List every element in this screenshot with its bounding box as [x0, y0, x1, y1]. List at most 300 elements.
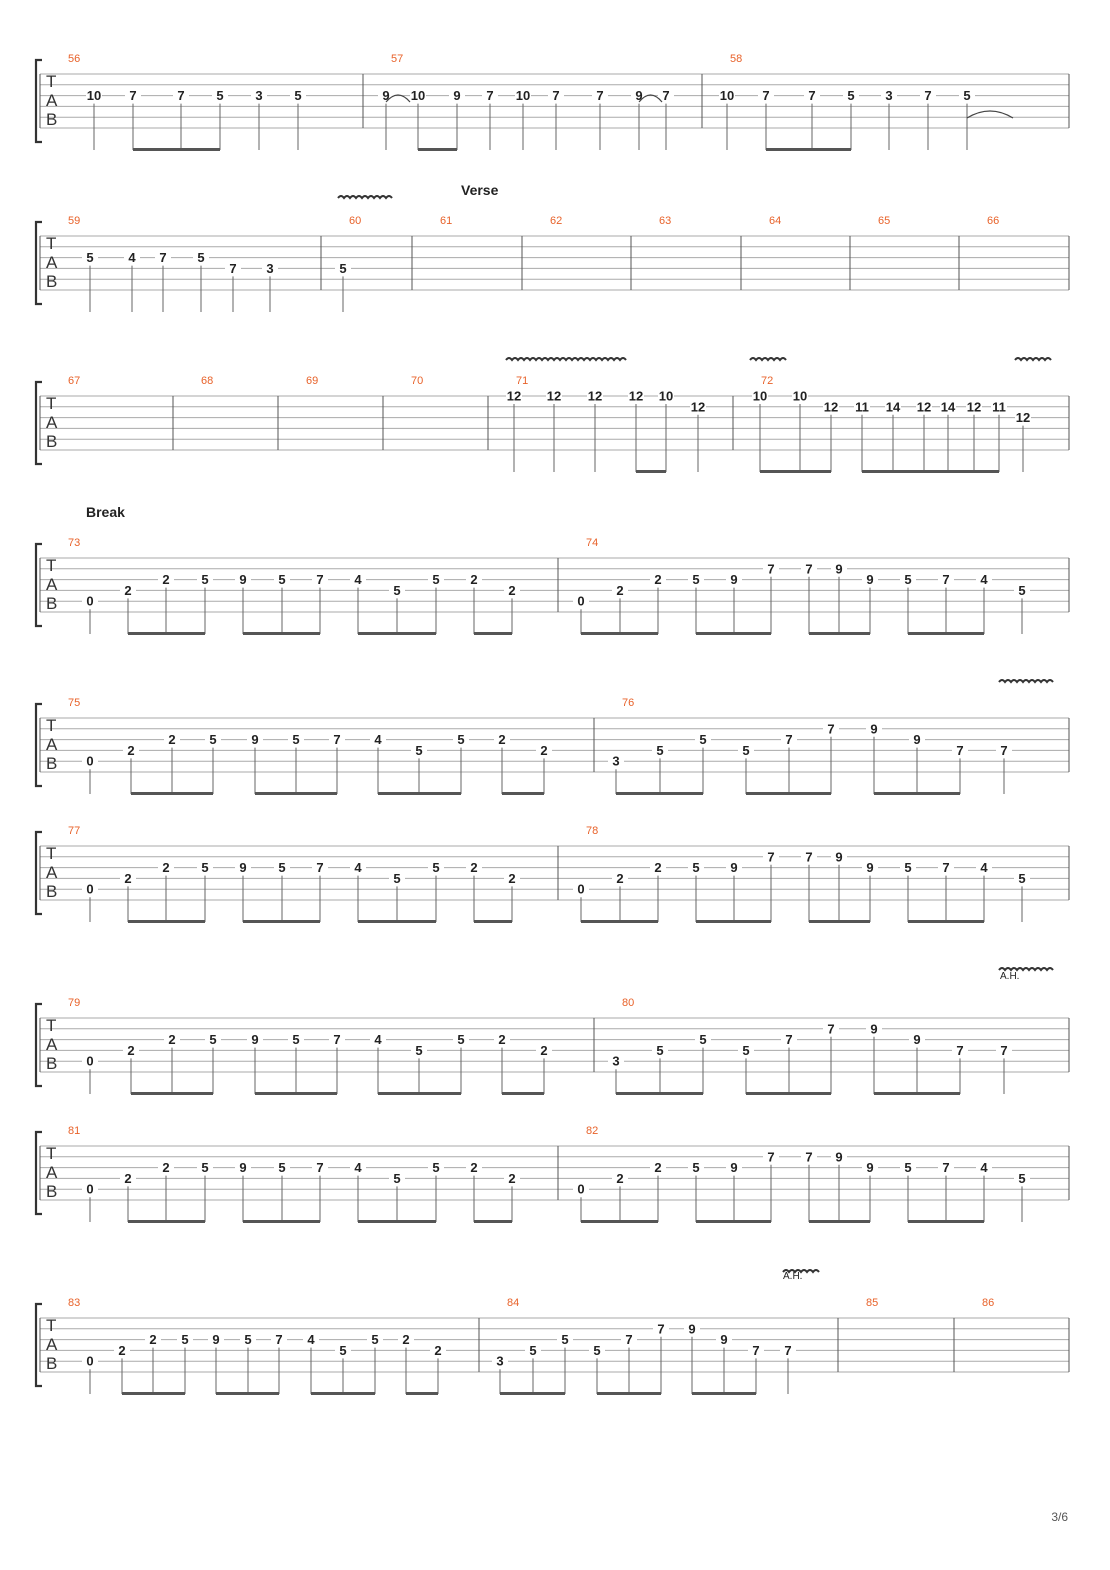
fret-number: 7 — [956, 742, 964, 758]
fret-number: 7 — [1000, 1042, 1008, 1058]
fret-number: 0 — [86, 1353, 94, 1369]
note-beam — [692, 1392, 756, 1395]
fret-number: 9 — [730, 1160, 738, 1176]
measure-number: 71 — [516, 375, 529, 387]
fret-number: 7 — [924, 88, 932, 104]
system-bracket — [36, 832, 42, 914]
fret-number: 5 — [292, 732, 300, 748]
fret-number: 0 — [577, 881, 585, 897]
fret-number: 11 — [992, 399, 1006, 415]
vibrato-mark — [999, 968, 1053, 970]
system-bracket — [36, 544, 42, 626]
note-beam — [378, 792, 461, 795]
fret-number: 4 — [307, 1332, 315, 1348]
note-beam — [358, 632, 436, 635]
fret-number: 2 — [127, 742, 135, 758]
fret-number: 2 — [149, 1332, 157, 1348]
tab-clef-letter: A — [46, 1163, 58, 1182]
fret-number: 5 — [742, 1042, 750, 1058]
note-beam — [243, 920, 320, 923]
fret-number: 9 — [835, 561, 843, 577]
fret-number: 7 — [275, 1332, 283, 1348]
fret-number: 7 — [784, 1342, 792, 1358]
fret-number: 4 — [128, 250, 136, 266]
fret-number: 5 — [904, 572, 912, 588]
fret-number: 5 — [1018, 870, 1026, 886]
measure-number: 58 — [730, 53, 743, 65]
fret-number: 9 — [239, 572, 247, 588]
fret-number: 5 — [432, 572, 440, 588]
fret-number: 5 — [699, 732, 707, 748]
fret-number: 2 — [498, 732, 506, 748]
note-beam — [581, 1220, 658, 1223]
measure-number: 66 — [987, 215, 1000, 227]
note-beam — [616, 792, 703, 795]
fret-number: 7 — [316, 860, 324, 876]
fret-number: 4 — [980, 572, 988, 588]
note-beam — [128, 632, 205, 635]
fret-number: 5 — [904, 1160, 912, 1176]
tab-clef-letter: T — [46, 1144, 57, 1163]
artificial-harmonic-label: A.H. — [1000, 971, 1020, 982]
note-beam — [474, 632, 512, 635]
note-beam — [358, 920, 436, 923]
note-beam — [636, 470, 666, 473]
fret-number: 7 — [316, 572, 324, 588]
fret-number: 5 — [692, 860, 700, 876]
fret-number: 2 — [162, 860, 170, 876]
fret-number: 5 — [294, 88, 302, 104]
fret-number: 5 — [847, 88, 855, 104]
measure-number: 84 — [507, 1297, 520, 1309]
fret-number: 5 — [415, 742, 423, 758]
fret-number: 2 — [124, 870, 132, 886]
tab-clef-letter: T — [46, 1316, 57, 1335]
fret-number: 5 — [339, 1342, 347, 1358]
measure-number: 78 — [586, 825, 599, 837]
note-beam — [502, 792, 544, 795]
fret-number: 9 — [913, 1032, 921, 1048]
fret-number: 5 — [593, 1342, 601, 1358]
note-beam — [581, 920, 658, 923]
fret-number: 3 — [885, 88, 893, 104]
fret-number: 2 — [162, 1160, 170, 1176]
fret-number: 9 — [835, 1149, 843, 1165]
fret-number: 9 — [730, 572, 738, 588]
fret-number: 5 — [529, 1342, 537, 1358]
fret-number: 2 — [470, 572, 478, 588]
fret-number: 5 — [201, 1160, 209, 1176]
fret-number: 9 — [730, 860, 738, 876]
tab-clef-letter: B — [46, 1354, 58, 1373]
note-beam — [131, 1092, 213, 1095]
measure-number: 64 — [769, 215, 782, 227]
note-beam — [696, 1220, 771, 1223]
fret-number: 5 — [432, 860, 440, 876]
tab-clef-letter: B — [46, 754, 58, 773]
fret-number: 9 — [453, 88, 461, 104]
fret-number: 2 — [470, 860, 478, 876]
fret-number: 2 — [127, 1042, 135, 1058]
measure-number: 83 — [68, 1297, 81, 1309]
fret-number: 2 — [540, 1042, 548, 1058]
tab-clef-letter: A — [46, 863, 58, 882]
tab-clef-letter: B — [46, 1182, 58, 1201]
tab-clef-letter: A — [46, 91, 58, 110]
fret-number: 7 — [662, 88, 670, 104]
measure-number: 75 — [68, 697, 81, 709]
section-label-verse: Verse — [461, 182, 499, 198]
tab-clef-letter: B — [46, 272, 58, 291]
fret-number: 5 — [216, 88, 224, 104]
fret-number: 9 — [870, 1021, 878, 1037]
tab-clef-letter: A — [46, 253, 58, 272]
fret-number: 5 — [1018, 1170, 1026, 1186]
note-beam — [746, 792, 831, 795]
fret-number: 2 — [118, 1342, 126, 1358]
tab-clef-letter: A — [46, 735, 58, 754]
fret-number: 5 — [432, 1160, 440, 1176]
fret-number: 14 — [940, 399, 956, 415]
fret-number: 5 — [371, 1332, 379, 1348]
fret-number: 4 — [354, 860, 362, 876]
fret-number: 7 — [956, 1042, 964, 1058]
fret-number: 2 — [508, 1170, 516, 1186]
tab-clef-letter: B — [46, 432, 58, 451]
fret-number: 5 — [209, 732, 217, 748]
fret-number: 10 — [658, 388, 674, 404]
fret-number: 5 — [656, 742, 664, 758]
measure-number: 61 — [440, 215, 453, 227]
fret-number: 5 — [742, 742, 750, 758]
fret-number: 7 — [129, 88, 137, 104]
tab-clef-letter: T — [46, 1016, 57, 1035]
page-number: 3/6 — [1051, 1510, 1068, 1524]
fret-number: 7 — [805, 561, 813, 577]
note-beam — [760, 470, 831, 473]
fret-number: 5 — [393, 582, 401, 598]
fret-number: 7 — [316, 1160, 324, 1176]
measure-number: 80 — [622, 997, 635, 1009]
fret-number: 7 — [942, 860, 950, 876]
fret-number: 7 — [159, 250, 167, 266]
fret-number: 12 — [587, 388, 603, 404]
note-beam — [809, 920, 870, 923]
fret-number: 5 — [963, 88, 971, 104]
note-beam — [243, 632, 320, 635]
vibrato-mark — [750, 358, 786, 360]
fret-number: 5 — [692, 572, 700, 588]
fret-number: 7 — [333, 1032, 341, 1048]
tab-clef-letter: T — [46, 72, 57, 91]
fret-number: 5 — [339, 260, 347, 276]
measure-number: 74 — [586, 537, 599, 549]
vibrato-mark — [506, 358, 626, 360]
fret-number: 7 — [333, 732, 341, 748]
fret-number: 7 — [805, 1149, 813, 1165]
tab-clef-letter: T — [46, 234, 57, 253]
measure-number: 59 — [68, 215, 81, 227]
fret-number: 5 — [181, 1332, 189, 1348]
fret-number: 9 — [913, 732, 921, 748]
fret-number: 9 — [688, 1321, 696, 1337]
measure-number: 81 — [68, 1125, 81, 1137]
fret-number: 4 — [354, 1160, 362, 1176]
fret-number: 0 — [86, 881, 94, 897]
measure-number: 56 — [68, 53, 81, 65]
fret-number: 7 — [805, 849, 813, 865]
fret-number: 12 — [546, 388, 562, 404]
measure-number: 63 — [659, 215, 672, 227]
note-beam — [746, 1092, 831, 1095]
note-beam — [908, 1220, 984, 1223]
fret-number: 10 — [792, 388, 808, 404]
fret-number: 12 — [823, 399, 839, 415]
fret-number: 2 — [124, 1170, 132, 1186]
tab-clef-letter: B — [46, 882, 58, 901]
tab-clef-letter: A — [46, 575, 58, 594]
fret-number: 0 — [86, 1181, 94, 1197]
fret-number: 12 — [1015, 410, 1031, 426]
fret-number: 2 — [434, 1342, 442, 1358]
measure-number: 72 — [761, 375, 774, 387]
note-beam — [474, 920, 512, 923]
tab-clef-letter: A — [46, 1035, 58, 1054]
note-beam — [358, 1220, 436, 1223]
fret-number: 5 — [393, 870, 401, 886]
fret-number: 2 — [654, 860, 662, 876]
fret-number: 3 — [612, 1053, 620, 1069]
fret-number: 7 — [827, 721, 835, 737]
note-beam — [311, 1392, 375, 1395]
fret-number: 4 — [980, 1160, 988, 1176]
fret-number: 9 — [835, 849, 843, 865]
fret-number: 4 — [374, 732, 382, 748]
fret-number: 12 — [690, 399, 706, 415]
fret-number: 10 — [86, 88, 102, 104]
fret-number: 2 — [470, 1160, 478, 1176]
fret-number: 7 — [767, 561, 775, 577]
fret-number: 7 — [229, 260, 237, 276]
fret-number: 5 — [86, 250, 94, 266]
note-beam — [502, 1092, 544, 1095]
fret-number: 5 — [278, 860, 286, 876]
fret-number: 11 — [855, 399, 869, 415]
fret-number: 9 — [866, 860, 874, 876]
fret-number: 5 — [457, 732, 465, 748]
system-bracket — [36, 1004, 42, 1086]
note-beam — [418, 148, 457, 151]
measure-number: 60 — [349, 215, 362, 227]
fret-number: 10 — [719, 88, 735, 104]
system-bracket — [36, 60, 42, 142]
note-beam — [874, 1092, 960, 1095]
note-beam — [406, 1392, 438, 1395]
note-beam — [133, 148, 220, 151]
measure-number: 82 — [586, 1125, 599, 1137]
note-beam — [696, 632, 771, 635]
note-beam — [696, 920, 771, 923]
fret-number: 7 — [785, 732, 793, 748]
fret-number: 9 — [635, 88, 643, 104]
fret-number: 7 — [657, 1321, 665, 1337]
measure-number: 86 — [982, 1297, 995, 1309]
note-beam — [581, 632, 658, 635]
tab-clef-letter: B — [46, 594, 58, 613]
fret-number: 9 — [212, 1332, 220, 1348]
note-beam — [378, 1092, 461, 1095]
note-beam — [809, 1220, 870, 1223]
fret-number: 9 — [251, 732, 259, 748]
fret-number: 5 — [292, 1032, 300, 1048]
fret-number: 5 — [201, 572, 209, 588]
fret-number: 5 — [197, 250, 205, 266]
fret-number: 7 — [942, 1160, 950, 1176]
fret-number: 7 — [808, 88, 816, 104]
note-beam — [766, 148, 851, 151]
fret-number: 5 — [904, 860, 912, 876]
note-beam — [255, 792, 337, 795]
fret-number: 4 — [374, 1032, 382, 1048]
fret-number: 5 — [278, 572, 286, 588]
fret-number: 2 — [168, 1032, 176, 1048]
fret-number: 7 — [827, 1021, 835, 1037]
fret-number: 7 — [552, 88, 560, 104]
fret-number: 3 — [496, 1353, 504, 1369]
measure-number: 65 — [878, 215, 891, 227]
fret-number: 7 — [177, 88, 185, 104]
measure-number: 73 — [68, 537, 81, 549]
note-beam — [131, 792, 213, 795]
artificial-harmonic-label: A.H. — [783, 1271, 803, 1282]
tab-clef-letter: A — [46, 413, 58, 432]
fret-number: 12 — [966, 399, 982, 415]
tab-clef-letter: T — [46, 716, 57, 735]
fret-number: 3 — [255, 88, 263, 104]
fret-number: 0 — [577, 1181, 585, 1197]
fret-number: 5 — [457, 1032, 465, 1048]
note-beam — [862, 470, 999, 473]
tab-clef-letter: T — [46, 394, 57, 413]
fret-number: 3 — [266, 260, 274, 276]
measure-number: 85 — [866, 1297, 879, 1309]
fret-number: 7 — [596, 88, 604, 104]
fret-number: 5 — [561, 1332, 569, 1348]
system-bracket — [36, 222, 42, 304]
note-beam — [243, 1220, 320, 1223]
system-bracket — [36, 382, 42, 464]
fret-number: 9 — [866, 1160, 874, 1176]
fret-number: 12 — [506, 388, 522, 404]
fret-number: 0 — [86, 753, 94, 769]
fret-number: 2 — [168, 732, 176, 748]
measure-number: 68 — [201, 375, 214, 387]
tab-clef-letter: T — [46, 556, 57, 575]
fret-number: 9 — [866, 572, 874, 588]
fret-number: 5 — [209, 1032, 217, 1048]
fret-number: 0 — [86, 593, 94, 609]
fret-number: 5 — [244, 1332, 252, 1348]
fret-number: 2 — [498, 1032, 506, 1048]
fret-number: 14 — [885, 399, 901, 415]
fret-number: 2 — [654, 572, 662, 588]
system-bracket — [36, 1304, 42, 1386]
vibrato-mark — [999, 680, 1053, 682]
measure-number: 79 — [68, 997, 81, 1009]
fret-number: 2 — [616, 870, 624, 886]
fret-number: 2 — [402, 1332, 410, 1348]
fret-number: 7 — [767, 1149, 775, 1165]
fret-number: 7 — [625, 1332, 633, 1348]
fret-number: 2 — [540, 742, 548, 758]
fret-number: 7 — [785, 1032, 793, 1048]
vibrato-mark — [338, 196, 392, 198]
note-beam — [500, 1392, 565, 1395]
fret-number: 5 — [393, 1170, 401, 1186]
fret-number: 3 — [612, 753, 620, 769]
tab-clef-letter: B — [46, 1054, 58, 1073]
fret-number: 7 — [942, 572, 950, 588]
note-beam — [597, 1392, 661, 1395]
measure-number: 70 — [411, 375, 424, 387]
fret-number: 7 — [767, 849, 775, 865]
fret-number: 0 — [577, 593, 585, 609]
measure-number: 69 — [306, 375, 319, 387]
note-beam — [908, 920, 984, 923]
measure-number: 76 — [622, 697, 635, 709]
vibrato-mark — [1015, 358, 1051, 360]
fret-number: 2 — [654, 1160, 662, 1176]
fret-number: 2 — [124, 582, 132, 598]
fret-number: 10 — [410, 88, 426, 104]
system-bracket — [36, 704, 42, 786]
note-beam — [255, 1092, 337, 1095]
note-beam — [809, 632, 870, 635]
system-bracket — [36, 1132, 42, 1214]
note-beam — [874, 792, 960, 795]
fret-number: 0 — [86, 1053, 94, 1069]
fret-number: 5 — [699, 1032, 707, 1048]
fret-number: 9 — [239, 860, 247, 876]
measure-number: 77 — [68, 825, 81, 837]
note-beam — [128, 1220, 205, 1223]
fret-number: 7 — [1000, 742, 1008, 758]
fret-number: 12 — [628, 388, 644, 404]
measure-number: 67 — [68, 375, 81, 387]
fret-number: 5 — [1018, 582, 1026, 598]
fret-number: 2 — [616, 1170, 624, 1186]
fret-number: 12 — [916, 399, 932, 415]
tab-clef-letter: A — [46, 1335, 58, 1354]
fret-number: 9 — [239, 1160, 247, 1176]
fret-number: 2 — [508, 582, 516, 598]
fret-number: 5 — [415, 1042, 423, 1058]
note-beam — [216, 1392, 279, 1395]
fret-number: 7 — [752, 1342, 760, 1358]
fret-number: 10 — [515, 88, 531, 104]
fret-number: 5 — [201, 860, 209, 876]
fret-number: 5 — [692, 1160, 700, 1176]
fret-number: 10 — [752, 388, 768, 404]
fret-number: 2 — [162, 572, 170, 588]
measure-number: 62 — [550, 215, 563, 227]
fret-number: 9 — [870, 721, 878, 737]
fret-number: 9 — [382, 88, 390, 104]
fret-number: 5 — [656, 1042, 664, 1058]
fret-number: 9 — [251, 1032, 259, 1048]
section-label-break: Break — [86, 504, 125, 520]
tab-clef-letter: B — [46, 110, 58, 129]
